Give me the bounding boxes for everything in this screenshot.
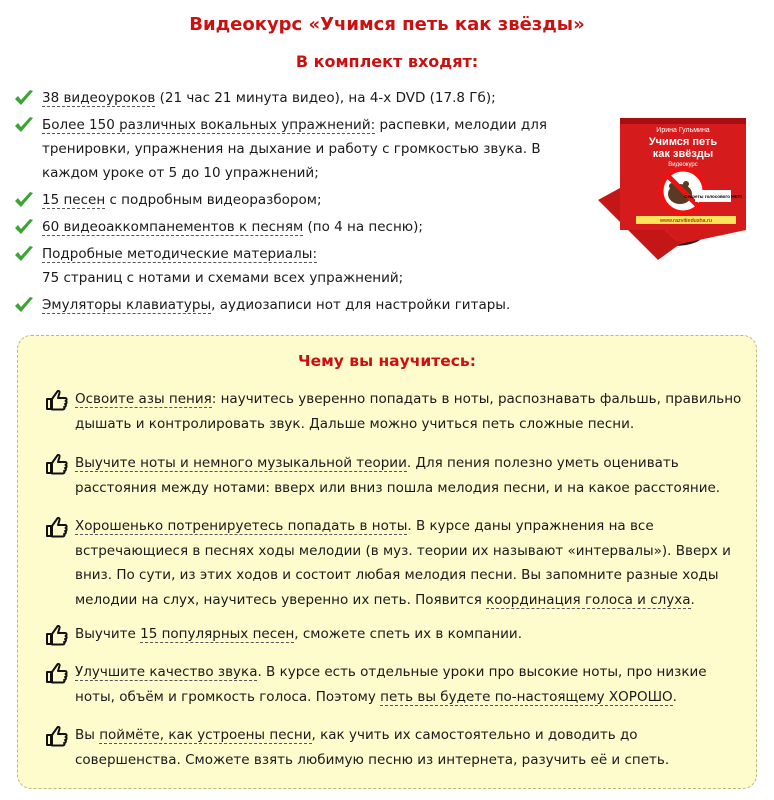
learn-item-link[interactable]: Освоите азы пения [75, 391, 212, 407]
kit-item-link[interactable]: Подробные методические материалы: [42, 246, 318, 262]
learn-item-link[interactable]: петь вы будете по-настоящему ХОРОШО [380, 688, 673, 705]
kit-item-text: , аудиозаписи нот для настройки гитары. [211, 297, 511, 313]
learn-item-link[interactable]: Улучшите качество звука [75, 664, 258, 680]
pointing-hand-icon [45, 624, 69, 646]
learn-item-link[interactable]: координация голоса и слуха [486, 591, 691, 608]
kit-item-text: с подробным видеоразбором; [105, 192, 322, 208]
product-label: Видеокурс [668, 162, 698, 168]
product-url: www.razvitiedusha.ru [660, 218, 712, 224]
kit-item-text: (21 час 21 минута видео), на 4-х DVD (17.8 Гб); [155, 90, 496, 106]
kit-item [14, 86, 584, 110]
learn-item-text: . [690, 591, 695, 608]
kit-item [14, 188, 584, 212]
kit-subtitle: В комплект входят: [295, 52, 479, 71]
learn-item-text: . В курсе даны упражнения на все встречающиеся в песнях ходы мелодии (в муз. теории их называют «интервалы»). Вверх и вниз. По сути, из этих ходов и состоит любая мелодия песни. Вы запомните разные ходы мелодии на слух, научитесь уверенно их петь. Появится [75, 518, 731, 608]
learn-item [45, 387, 743, 436]
product-title-line2: как звёзды [652, 148, 714, 160]
learn-item-text: , как учить их самостоятельно и доводить до совершенства. Сможете взять любимую песню из интернета, разучить её и спеть. [75, 727, 670, 768]
learn-item-text: . [672, 688, 677, 705]
learn-item-text: . В курсе есть отдельные уроки про высокие ноты, про низкие ноты, объём и громкость голоса. Поэтому [75, 664, 707, 705]
kit-item-link[interactable]: Эмуляторы клавиатуры [42, 297, 212, 313]
page-title: Видеокурс «Учимся петь как звёзды» [189, 14, 585, 35]
kit-item-text: 75 страниц с нотами и схемами всех упражнений; [42, 270, 404, 286]
checkmark-icon [14, 116, 34, 134]
learn-item [45, 622, 743, 647]
kit-item [14, 242, 584, 290]
pointing-hand-icon [45, 516, 69, 538]
product-author: Ирина Гульмина [656, 127, 710, 134]
learn-item [45, 451, 743, 500]
kit-item [14, 113, 584, 185]
kit-item [14, 215, 584, 239]
learn-item-text: , сможете спеть их в компании. [294, 626, 522, 642]
kit-item-link[interactable]: 15 песен [42, 192, 106, 208]
kit-list [14, 86, 584, 320]
learn-item [45, 514, 743, 612]
learn-item-link[interactable]: поймёте, как устроены песни [99, 727, 312, 743]
kit-item-text: (по 4 на песню); [303, 219, 423, 235]
learn-item-text: Выучите [75, 626, 141, 642]
product-title-line1: Учимся петь [648, 136, 718, 148]
kit-item-link[interactable]: Более 150 различных вокальных упражнений: [42, 117, 376, 133]
checkmark-icon [14, 245, 34, 263]
kit-item-link[interactable]: 38 видеоуроков [42, 90, 156, 106]
learn-item-link[interactable]: Выучите ноты и немного музыкальной теории [75, 455, 407, 471]
learn-item-text: : научитесь уверенно попадать в ноты, распознавать фальшь, правильно дышать и контролировать звук. Дальше можно учиться петь сложные песни. [75, 391, 742, 432]
checkmark-icon [14, 89, 34, 107]
learn-item [45, 660, 743, 709]
kit-item [14, 293, 584, 317]
kit-item-link[interactable]: 60 видеоаккомпанементов к песням [42, 219, 304, 235]
pointing-hand-icon [45, 453, 69, 475]
learn-item [45, 723, 743, 772]
learn-item-text: Вы [75, 727, 100, 743]
product-badge: Секреты голосового НЕТ! [684, 194, 742, 199]
checkmark-icon [14, 218, 34, 236]
checkmark-icon [14, 191, 34, 209]
learn-item-link[interactable]: Хорошенько потренируетесь попадать в ноты [75, 518, 408, 534]
dvd-box-image [596, 112, 756, 262]
checkmark-icon [14, 296, 34, 314]
pointing-hand-icon [45, 662, 69, 684]
pointing-hand-icon [45, 389, 69, 411]
learn-item-link[interactable]: 15 популярных песен [140, 626, 295, 642]
learn-title: Чему вы научитесь: [298, 352, 476, 370]
kit-item-text: распевки, мелодии для тренировки, упражнения на дыхание и работу с громкостью звука. В каждом уроке от 5 до 10 упражнений; [42, 117, 547, 181]
learn-item-text: . Для пения полезно уметь оценивать расстояния между нотами: вверх или вниз пошла мелодия песни, и на какое расстояние. [75, 455, 721, 496]
pointing-hand-icon [45, 725, 69, 747]
